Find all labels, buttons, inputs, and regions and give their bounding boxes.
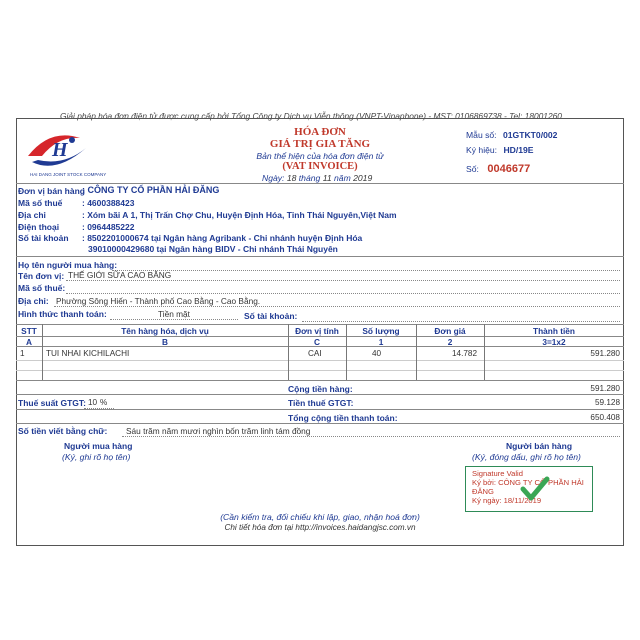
col-code-a: A: [26, 337, 32, 347]
col-code-c: C: [314, 337, 320, 347]
signature-signer-cont: ĐĂNG: [472, 487, 494, 496]
date-month-label: tháng: [298, 173, 321, 183]
amount-words: Sáu trăm năm mươi nghìn bốn trăm linh tám đồng: [126, 426, 311, 436]
footer-link[interactable]: Chi tiết hóa đơn tại http://invoices.haidangjsc.com.vn: [224, 523, 416, 532]
buyer-sign-note: (Ký, ghi rõ họ tên): [62, 452, 131, 462]
signature-date: Ký ngày: 18/11/2019: [472, 496, 542, 505]
date-year-label: năm: [334, 173, 351, 183]
col-header-unit: Đơn vị tính: [295, 326, 339, 336]
subtotal-value: 591.280: [590, 384, 620, 393]
row-price: 14.782: [452, 349, 478, 358]
date-month: 11: [322, 173, 332, 183]
logo-caption: HAI DANG JOINT STOCK COMPANY: [30, 172, 107, 177]
col-header-name: Tên hàng hóa, dịch vụ: [121, 326, 209, 336]
buyer-address-label: Địa chỉ:: [18, 296, 49, 306]
amount-words-label: Số tiền viết bằng chữ:: [18, 426, 108, 436]
buyer-account-label: Số tài khoản:: [244, 311, 298, 321]
seller-address-label: Địa chỉ: [18, 210, 46, 220]
payment-method-label: Hình thức thanh toán:: [18, 309, 107, 319]
seller-phone-label: Điện thoại: [18, 222, 60, 232]
row-unit: CAI: [308, 349, 322, 358]
seller-tax-label: Mã số thuế: [18, 198, 63, 208]
seller-tax: : 4600388423: [82, 198, 135, 208]
invoice-title-2: GIÁ TRỊ GIA TĂNG: [269, 138, 371, 150]
seller-account-2: 39010000429680 tại Ngân hàng BIDV - Chi nhánh Thái Nguyên: [88, 244, 338, 254]
invoice-number-label: Số:: [466, 164, 479, 174]
total-value: 650.408: [590, 413, 620, 422]
payment-method: Tiền mặt: [158, 309, 190, 319]
row-qty: 40: [372, 349, 382, 358]
invoice-number: [466, 159, 530, 177]
vat-amount-value: 59.128: [594, 398, 620, 407]
col-header-amount: Thành tiền: [533, 326, 575, 336]
col-header-qty: Số lượng: [362, 326, 400, 336]
row-stt: 1: [20, 349, 25, 358]
vat-amount-label: Tiền thuế GTGT:: [288, 398, 354, 408]
seller-account-1: : 8502201000674 tại Ngân hàng Agribank - Chi nhánh huyện Định Hóa: [82, 233, 363, 243]
form-number: [466, 130, 557, 140]
serial-label: Ký hiệu:: [466, 145, 498, 155]
vat-rate-label: Thuế suất GTGT:: [18, 398, 86, 408]
buyer-tax-label: Mã số thuế:: [18, 283, 66, 293]
form-number-label: Mẫu số:: [466, 130, 497, 140]
buyer-unit: THẾ GIỚI SỮA CAO BẰNG: [68, 270, 172, 280]
signature-signer: Ký bởi: CÔNG TY CỔ PHẦN HẢI: [472, 478, 584, 487]
checkmark-icon: [520, 474, 550, 504]
col-header-stt: STT: [21, 326, 37, 336]
date-day: 18: [286, 173, 297, 183]
form-number-value: 01GTKT0/002: [502, 130, 558, 140]
seller-account-label: Số tài khoản: [18, 233, 69, 243]
vat-rate-value: 10: [88, 398, 98, 407]
col-code-b: B: [162, 337, 168, 347]
seller-phone: : 0964485222: [82, 222, 135, 232]
buyer-sign-title: Người mua hàng: [64, 441, 133, 451]
col-code-3: 3=1x2: [542, 337, 566, 347]
col-code-1: 1: [378, 337, 384, 347]
invoice-title-en: (VAT INVOICE): [282, 161, 358, 172]
date-year: 2019: [353, 173, 373, 183]
buyer-name-label: Họ tên người mua hàng:: [18, 260, 118, 270]
seller-sign-title: Người bán hàng: [506, 441, 573, 451]
buyer-unit-label: Tên đơn vị:: [18, 271, 65, 281]
seller-name: : CÔNG TY CỔ PHẦN HẢI ĐĂNG: [82, 185, 220, 195]
provider-line: Giải pháp hóa đơn điện tử được cung cấp bởi Tổng Công ty Dịch vụ Viễn thông (VNPT-Vinaphone) - MST: 0106869738 - Tel: 18001260: [60, 111, 562, 121]
invoice-subtitle: Bản thể hiện của hóa đơn điện tử: [256, 151, 384, 161]
serial: [466, 145, 534, 155]
invoice-number-value: 0046677: [487, 163, 531, 175]
seller-name-label: Đơn vị bán hàng: [18, 186, 85, 196]
date-prefix: Ngày:: [262, 173, 285, 183]
subtotal-label: Cộng tiền hàng:: [288, 384, 353, 394]
svg-text:H: H: [52, 139, 68, 161]
col-code-2: 2: [447, 337, 453, 347]
serial-value: HD/19E: [503, 145, 534, 155]
signature-valid: Signature Valid: [472, 469, 523, 478]
invoice-title-1: HÓA ĐƠN: [294, 126, 346, 138]
buyer-address: Phường Sông Hiến - Thành phố Cao Bằng - Cao Bằng.: [56, 296, 261, 306]
row-amount: 591.280: [590, 349, 620, 358]
row-product-name: TUI NHAI KICHILACHI: [46, 349, 130, 358]
seller-sign-note: (Ký, đóng dấu, ghi rõ họ tên): [472, 452, 581, 462]
vat-rate-unit: %: [100, 398, 108, 407]
seller-address: : Xóm bãi A 1, Thị Trấn Chợ Chu, Huyện Định Hóa, Tỉnh Thái Nguyên,Việt Nam: [82, 210, 397, 220]
invoice-date: [262, 173, 372, 183]
total-label: Tổng cộng tiền thanh toán:: [288, 413, 398, 423]
footer-note: (Cần kiểm tra, đối chiếu khi lập, giao, nhận hoá đơn): [220, 512, 420, 522]
col-header-price: Đơn giá: [434, 326, 466, 336]
